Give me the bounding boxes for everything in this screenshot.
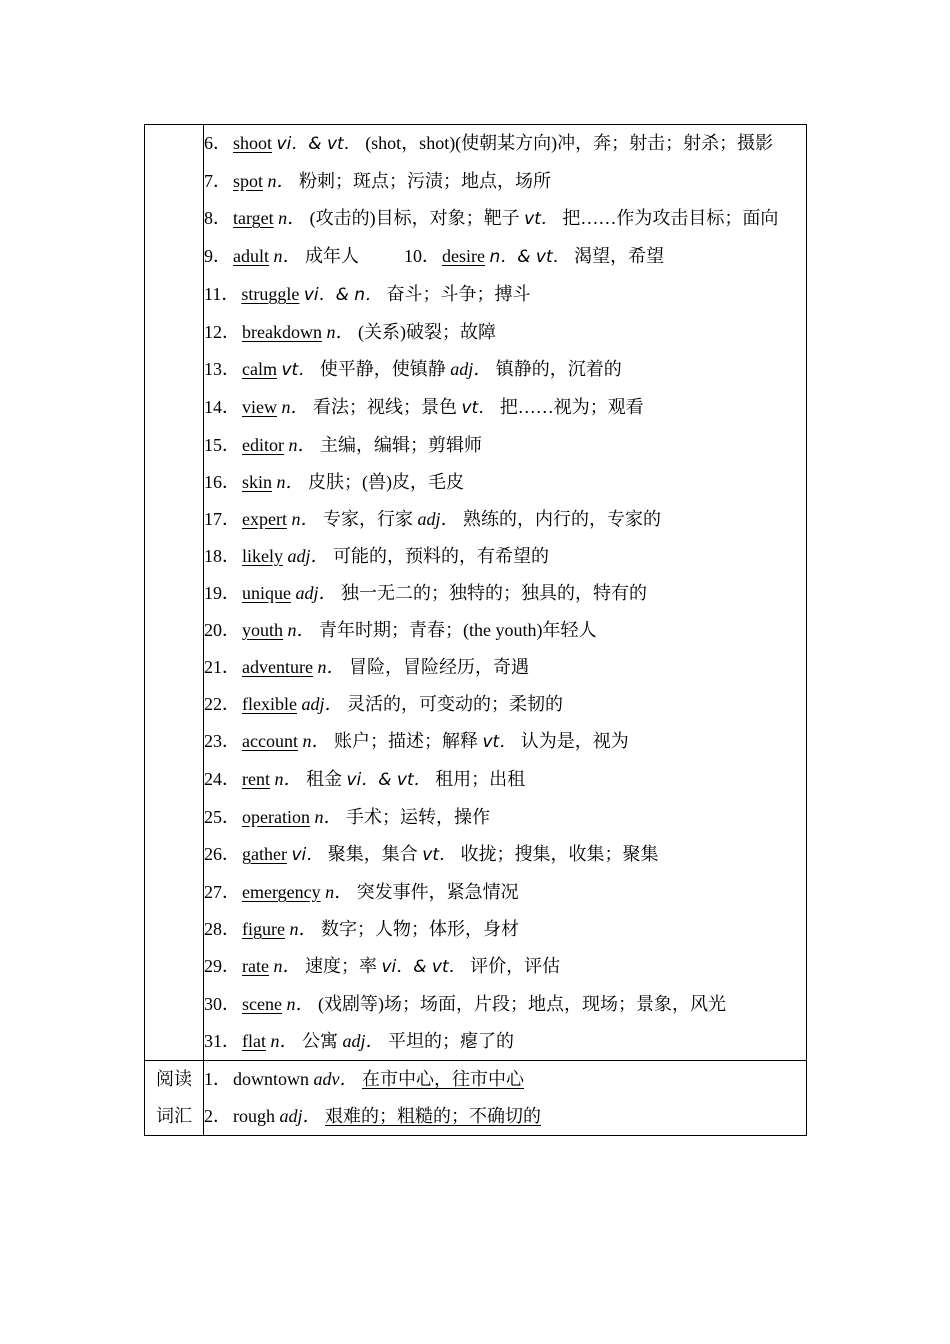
- section-label-line1: 阅读: [156, 1069, 192, 1089]
- part-of-speech: n．: [302, 731, 330, 751]
- vocab-entry: [204, 836, 806, 874]
- meaning: 冒险，冒险经历，奇遇: [348, 657, 529, 677]
- meaning-2: 熟练的，内行的，专家的: [463, 509, 661, 529]
- reading-vocab-label-cell: [145, 1061, 204, 1136]
- vocab-word: scene: [242, 994, 282, 1014]
- meaning: 粉刺；斑点；污渍；地点，场所: [299, 171, 552, 191]
- meaning: 青年时期；青春；(the youth)年轻人: [319, 620, 597, 640]
- part-of-speech-2: adj．: [450, 359, 492, 379]
- vocab-entry: [204, 612, 806, 649]
- entry-number: 9．: [204, 246, 231, 266]
- meaning: 主编，编辑；剪辑师: [320, 435, 482, 455]
- vocab-word: emergency: [242, 882, 321, 902]
- part-of-speech: n．: [325, 882, 353, 902]
- core-vocab-content-cell: [204, 125, 807, 1061]
- vocab-word: struggle: [241, 284, 300, 304]
- vocab-entry: [204, 723, 806, 761]
- meaning: 奋斗；斗争；搏斗: [386, 284, 531, 304]
- meaning: 手术；运转，操作: [345, 807, 490, 827]
- meaning: 账户；描述；解释: [333, 731, 478, 751]
- entry-number: 21．: [204, 657, 240, 677]
- part-of-speech-2: adj．: [342, 1031, 384, 1051]
- part-of-speech: vi．& n．: [303, 285, 383, 305]
- part-of-speech-2: adj．: [417, 509, 459, 529]
- part-of-speech: n．: [273, 246, 301, 266]
- vocab-word: editor: [242, 435, 284, 455]
- part-of-speech: adj．: [287, 546, 329, 566]
- vocab-word: calm: [242, 359, 277, 379]
- entry-number: 10．: [404, 246, 440, 266]
- vocab-word: gather: [242, 844, 287, 864]
- meaning: 可能的，预料的，有希望的: [333, 546, 550, 566]
- entry-number: 6．: [204, 133, 231, 153]
- vocab-word: likely: [242, 546, 283, 566]
- vocab-word: figure: [242, 919, 285, 939]
- part-of-speech: n．: [314, 807, 342, 827]
- part-of-speech: adv．: [313, 1069, 358, 1089]
- entry-number: 8．: [204, 208, 231, 228]
- meaning-2: 租用；出租: [435, 769, 526, 789]
- meaning: (shot，shot)(使朝某方向)冲，奔；射击；射杀；摄影: [365, 133, 774, 153]
- vocab-word: flexible: [242, 694, 297, 714]
- part-of-speech: vt．: [281, 360, 316, 380]
- entry-number: 12．: [204, 322, 240, 342]
- vocab-word: youth: [242, 620, 284, 640]
- meaning-2: 评价，评估: [470, 956, 561, 976]
- vocab-word: rough: [233, 1106, 275, 1126]
- part-of-speech: adj．: [295, 583, 337, 603]
- entry-number: 30．: [204, 994, 240, 1014]
- vocab-entry-pair: [204, 238, 806, 276]
- entry-number: 13．: [204, 359, 240, 379]
- meaning: 突发事件，紧急情况: [356, 882, 519, 902]
- part-of-speech-2: vi．& vt．: [346, 770, 431, 790]
- vocab-word: skin: [242, 472, 273, 492]
- meaning: 皮肤；(兽)皮，毛皮: [308, 472, 465, 492]
- meaning: 灵活的，可变动的；柔韧的: [347, 694, 563, 714]
- part-of-speech-2: vt．: [461, 398, 496, 418]
- entry-number: 18．: [204, 546, 240, 566]
- meaning: 渴望，希望: [574, 246, 665, 266]
- part-of-speech: n．: [289, 919, 317, 939]
- vocab-entry: [204, 314, 806, 351]
- vocab-entry: [204, 125, 806, 163]
- vocab-word: flat: [242, 1031, 266, 1051]
- part-of-speech: n．: [288, 435, 316, 455]
- part-of-speech: n．: [267, 171, 295, 191]
- meaning-2: 收拢；搜集，收集；聚集: [460, 844, 659, 864]
- entry-number: 16．: [204, 472, 240, 492]
- vocab-entry: [204, 948, 806, 986]
- meaning: 使平静，使镇静: [319, 359, 446, 379]
- entry-number: 20．: [204, 620, 240, 640]
- part-of-speech: adj．: [279, 1106, 321, 1126]
- meaning: 独一无二的；独特的；独具的，特有的: [341, 583, 648, 603]
- part-of-speech: n．: [287, 620, 315, 640]
- meaning: 速度；率: [304, 956, 377, 976]
- part-of-speech: n．: [286, 994, 314, 1014]
- vocab-entry: [204, 163, 806, 200]
- part-of-speech: n．: [291, 509, 319, 529]
- vocab-word: breakdown: [242, 322, 322, 342]
- part-of-speech-2: vt．: [524, 209, 558, 229]
- vocab-entry: [204, 575, 806, 612]
- entry-number: 14．: [204, 397, 240, 417]
- entry-number: 27．: [204, 882, 240, 902]
- vocab-entry: [204, 911, 806, 948]
- vocab-word: target: [233, 208, 274, 228]
- part-of-speech-2: vt．: [422, 845, 457, 865]
- vocabulary-table: [144, 124, 807, 1136]
- vocab-entry: [204, 761, 806, 799]
- entry-number: 22．: [204, 694, 240, 714]
- reading-entry: [204, 1098, 806, 1135]
- entry-number: 19．: [204, 583, 240, 603]
- core-vocab-label-cell: [145, 125, 204, 1061]
- meaning: 聚集，集合: [327, 844, 418, 864]
- vocab-word: desire: [442, 246, 485, 266]
- part-of-speech: n．: [274, 769, 302, 789]
- meaning: (攻击的)目标，对象；靶子: [309, 208, 520, 228]
- reading-vocab-row: [145, 1061, 807, 1136]
- part-of-speech: n．: [281, 397, 309, 417]
- vocab-word: shoot: [233, 133, 273, 153]
- meaning-2: 把……视为；观看: [499, 397, 644, 417]
- entry-number: 25．: [204, 807, 240, 827]
- part-of-speech: adj．: [301, 694, 343, 714]
- meaning: 数字；人物；体形，身材: [320, 919, 519, 939]
- part-of-speech-2: vi．& vt．: [381, 957, 466, 977]
- vocab-word: unique: [242, 583, 291, 603]
- vocab-entry: [204, 686, 806, 723]
- entry-number: 1．: [204, 1069, 231, 1089]
- part-of-speech-2: vt．: [482, 732, 517, 752]
- meaning-2: 认为是，视为: [520, 731, 629, 751]
- part-of-speech: n．: [278, 208, 306, 228]
- entry-number: 2．: [204, 1106, 231, 1126]
- reading-entry: [204, 1061, 806, 1098]
- vocab-entry: [204, 389, 806, 427]
- meaning: 租金: [305, 769, 342, 789]
- vocab-word: view: [242, 397, 277, 417]
- meaning: 公寓: [302, 1031, 338, 1051]
- vocab-word: adult: [233, 246, 269, 266]
- reading-vocab-content-cell: [204, 1061, 807, 1136]
- part-of-speech: n．: [270, 1031, 298, 1051]
- meaning-2: 把……作为攻击目标；面向: [562, 208, 779, 228]
- vocab-entry: [204, 799, 806, 836]
- entry-number: 24．: [204, 769, 240, 789]
- vocab-entry: [204, 427, 806, 464]
- part-of-speech: n．: [326, 322, 354, 342]
- entry-number: 23．: [204, 731, 240, 751]
- vocab-word: rate: [242, 956, 269, 976]
- vocab-entry: [204, 538, 806, 575]
- part-of-speech: n．: [276, 472, 304, 492]
- vocab-entry: [204, 501, 806, 538]
- entry-number: 28．: [204, 919, 240, 939]
- vocab-entry: [204, 200, 806, 238]
- entry-number: 17．: [204, 509, 240, 529]
- vocab-word: rent: [242, 769, 270, 789]
- meaning: 专家，行家: [322, 509, 413, 529]
- meaning: 看法；视线；景色: [313, 397, 457, 417]
- part-of-speech: n．& vt．: [489, 247, 570, 267]
- meaning: (戏剧等)场；场面，片段；地点，现场；景象，风光: [317, 994, 726, 1014]
- core-vocab-row: [145, 125, 807, 1061]
- vocab-word: expert: [242, 509, 287, 529]
- vocab-word: downtown: [233, 1069, 309, 1089]
- part-of-speech: n．: [317, 657, 345, 677]
- entry-number: 31．: [204, 1031, 240, 1051]
- part-of-speech: n．: [273, 956, 301, 976]
- vocab-word: spot: [233, 171, 264, 191]
- meaning-answer: 艰难的；粗糙的；不确切的: [325, 1106, 542, 1126]
- entry-number: 15．: [204, 435, 240, 455]
- meaning-2: 平坦的；瘪了的: [388, 1031, 515, 1051]
- part-of-speech: vi．: [291, 845, 324, 865]
- entry-number: 29．: [204, 956, 240, 976]
- vocab-entry: [204, 649, 806, 686]
- vocab-word: account: [242, 731, 298, 751]
- vocab-entry: [204, 351, 806, 389]
- part-of-speech: vi．& vt．: [276, 134, 361, 154]
- vocab-entry: [204, 1023, 806, 1060]
- vocab-entry: [204, 874, 806, 911]
- vocab-word: adventure: [242, 657, 313, 677]
- meaning: (关系)破裂；故障: [357, 322, 496, 342]
- meaning-2: 镇静的，沉着的: [495, 359, 622, 379]
- entry-number: 26．: [204, 844, 240, 864]
- entry-number: 11．: [204, 284, 240, 304]
- vocab-word: operation: [242, 807, 310, 827]
- meaning-answer: 在市中心，往市中心: [362, 1069, 524, 1089]
- section-label-line2: 词汇: [156, 1106, 192, 1126]
- entry-number: 7．: [204, 171, 231, 191]
- meaning: 成年人: [305, 246, 359, 266]
- vocab-entry: [204, 986, 806, 1023]
- vocab-entry: [204, 464, 806, 501]
- vocab-entry: [204, 276, 806, 314]
